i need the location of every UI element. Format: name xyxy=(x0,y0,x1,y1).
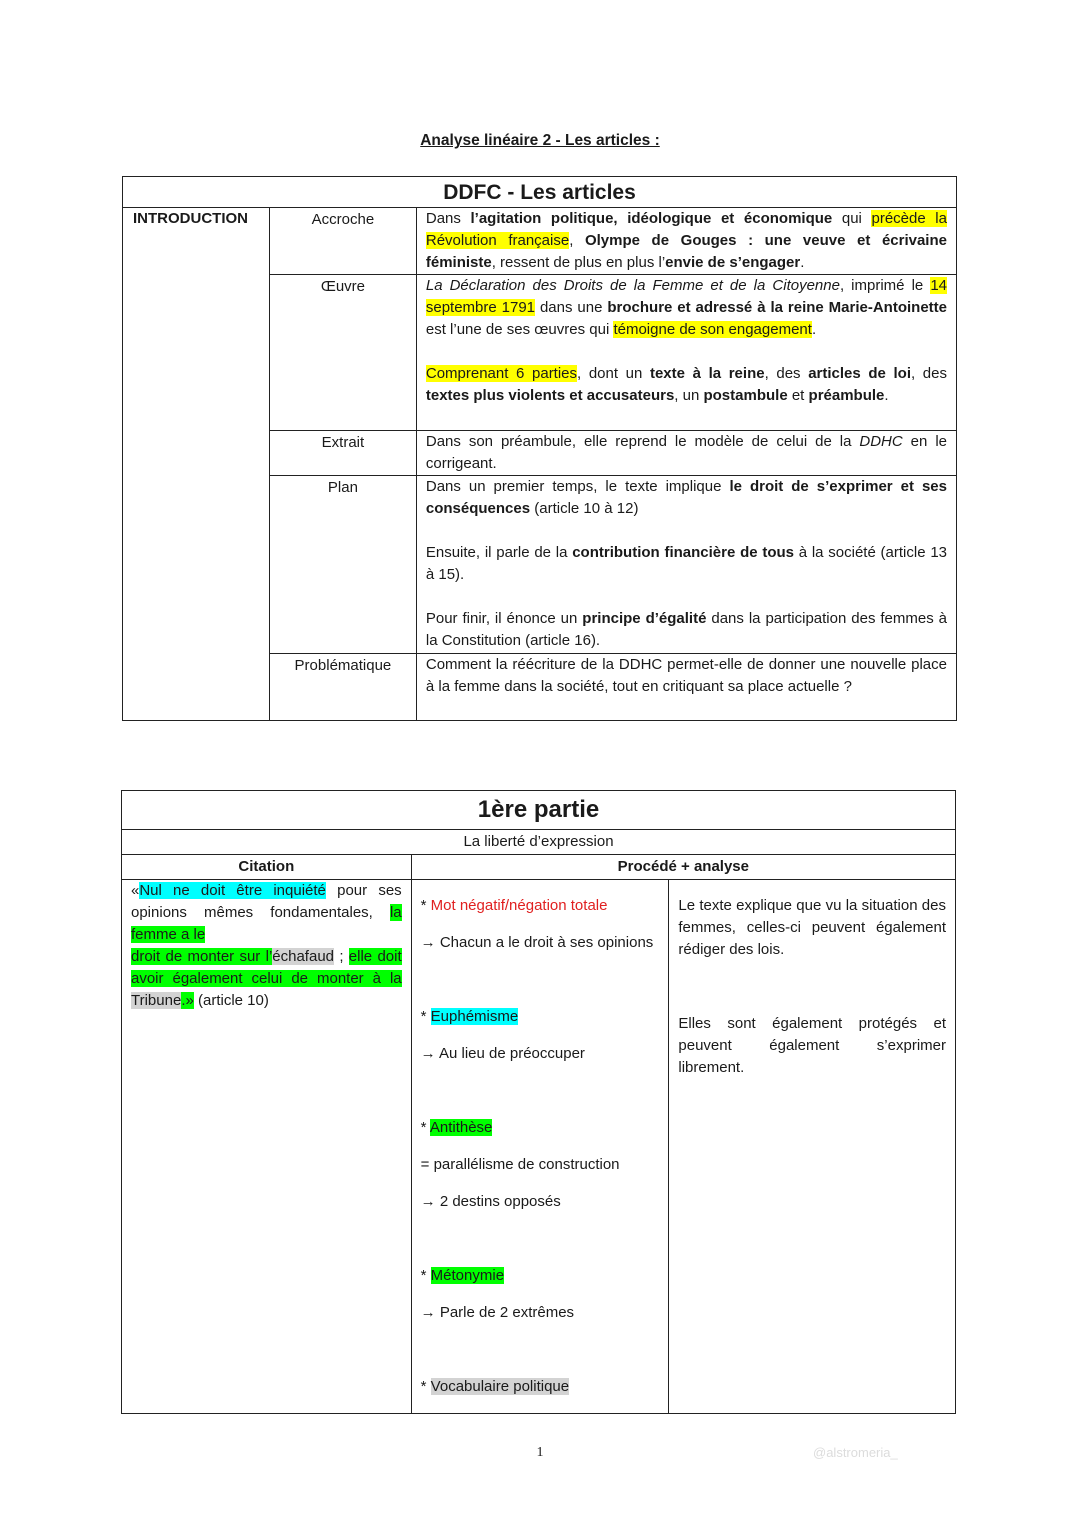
row-label-accroche: Accroche xyxy=(269,208,416,275)
problematique-text: Comment la réécriture de la DDHC permet-elle de donner une nouvelle place à la femme dans la société, tout en critiquant sa place actuelle ? xyxy=(416,654,956,721)
accroche-text: Dans l’agitation politique, idéologique et économique qui précède la Révolution française, Olympe de Gouges : une veuve et écrivaine féministe, ressent de plus en plus l’envie de s’engager. xyxy=(416,208,956,275)
page-number: 1 xyxy=(536,1445,544,1460)
part-heading: 1ère partie xyxy=(122,791,956,830)
procedes-cell: * Mot négatif/négation totale → Chacun a le droit à ses opinions * Euphémisme → Au lieu de préoccuper * Antithèse = parallélisme de construction → 2 destins opposés * Métonymie → Parle de 2 extrêmes * Vocabulaire politique xyxy=(411,880,669,1414)
part-subheading: La liberté d’expression xyxy=(122,830,956,855)
row-label-extrait: Extrait xyxy=(269,431,416,476)
column-header-citation: Citation xyxy=(122,855,412,880)
column-header-procede: Procédé + analyse xyxy=(411,855,955,880)
row-label-problematique: Problématique xyxy=(269,654,416,721)
analyse-cell: Le texte explique que vu la situation des femmes, celles-ci peuvent également rédiger des lois. Elles sont également protégés et peuvent également s’exprimer librement. xyxy=(669,880,956,1414)
oeuvre-text: La Déclaration des Droits de la Femme et de la Citoyenne, imprimé le 14 septembre 1791 dans une brochure et adressé à la reine Marie-Antoinette est l’une de ses œuvres qui témoigne de son engagement. Comprenant 6 parties, dont un texte à la reine, des articles de loi, des textes plus violents et accusateurs, un postambule et préambule. xyxy=(416,275,956,431)
row-label-plan: Plan xyxy=(269,476,416,654)
page-title: Analyse linéaire 2 - Les articles : xyxy=(420,132,660,149)
row-label-oeuvre: Œuvre xyxy=(269,275,416,431)
extrait-text: Dans son préambule, elle reprend le modèle de celui de la DDHC en le corrigeant. xyxy=(416,431,956,476)
table-heading: DDFC - Les articles xyxy=(123,177,957,208)
watermark: @alstromeria_ xyxy=(813,1445,898,1460)
section-label: INTRODUCTION xyxy=(123,208,270,721)
introduction-table xyxy=(122,176,957,721)
part1-table xyxy=(121,790,956,1414)
plan-text: Dans un premier temps, le texte implique le droit de s’exprimer et ses conséquences (article 10 à 12) Ensuite, il parle de la contribution financière de tous à la société (article 13 à 15). Pour finir, il énonce un principe d’égalité dans la participation des femmes à la Constitution (article 16). xyxy=(416,476,956,654)
citation-cell: «Nul ne doit être inquiété pour ses opinions mêmes fondamentales, la femme a le droit de monter sur l’échafaud ; elle doit avoir également celui de monter à la Tribune.» (article 10) xyxy=(122,880,412,1414)
